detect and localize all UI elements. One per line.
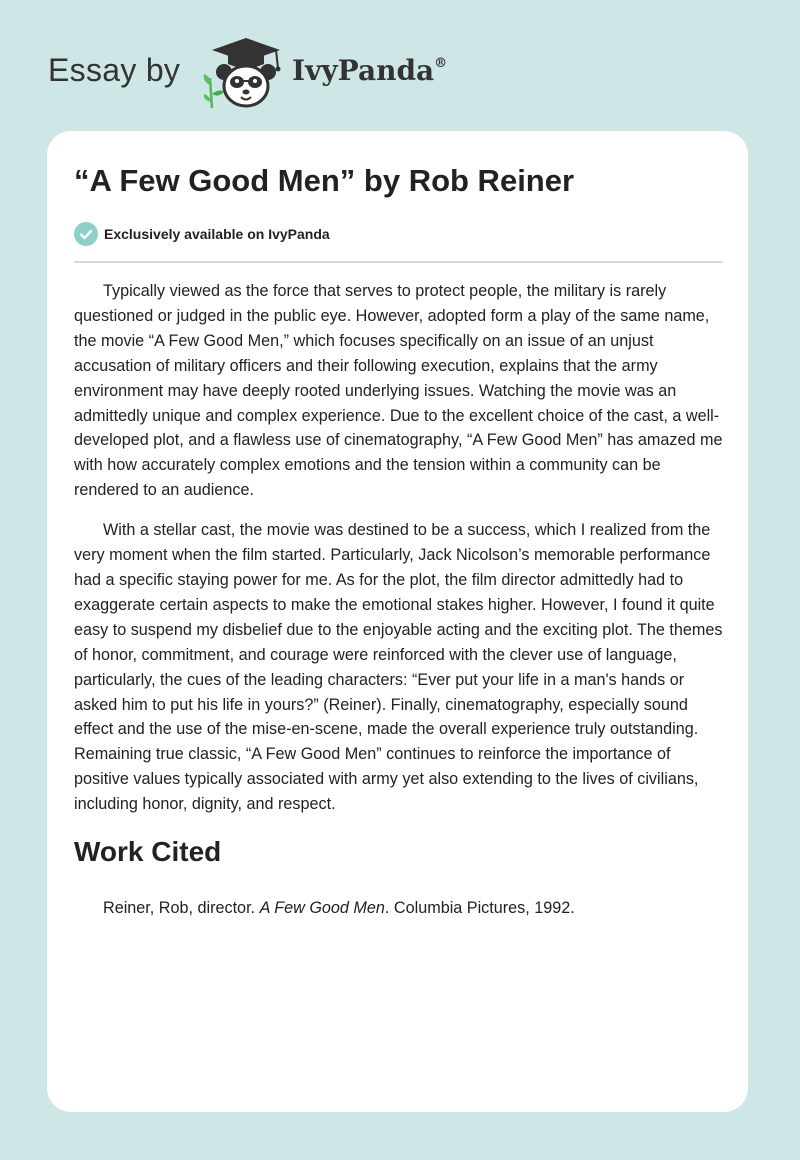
brand-name[interactable]: IvyPanda® bbox=[292, 54, 448, 87]
check-circle-icon bbox=[74, 222, 98, 246]
works-cited-heading: Work Cited bbox=[74, 836, 222, 868]
site-header bbox=[48, 34, 508, 110]
panda-logo-icon[interactable] bbox=[200, 34, 290, 110]
essay-title: “A Few Good Men” by Rob Reiner bbox=[74, 163, 575, 198]
registered-mark: ® bbox=[434, 56, 448, 71]
paragraph: With a stellar cast, the movie was destined to be a success, which I realized from the very moment when the film started. Particularly, Jack Nicolson’s memorable performance had a specific staying power for me. As for the plot, the film director admittedly had to exaggerate certain aspects to make the emotional stakes higher. However, I found it quite easy to suspend my disbelief due to the enjoyable acting and the exciting plot. The themes of honor, commitment, and courage were reinforced with the clever use of language, particularly, the cues of the leading characters: “Ever put your life in a man's hands or asked him to put his life in yours?” (Reiner). Finally, cinematography, especially sound effect and the use of the mise-en-scene, made the overall experience truly outstanding. Remaining true classic, “A Few Good Men” continues to reinforce the importance of positive values typically associated with army yet also extending to the lives of civilians, including honor, dignity, and respect. bbox=[74, 521, 723, 814]
exclusive-badge bbox=[74, 222, 330, 246]
brand-prefix: Essay by bbox=[48, 52, 181, 88]
essay-body bbox=[74, 279, 726, 921]
exclusive-badge-label: Exclusively available on IvyPanda bbox=[104, 226, 330, 242]
citation-entry bbox=[74, 896, 726, 921]
essay-card bbox=[47, 131, 748, 1112]
citation-prefix: Reiner, Rob, director. bbox=[103, 899, 260, 918]
citation-title: A Few Good Men bbox=[259, 899, 385, 918]
divider bbox=[74, 261, 723, 263]
citation-suffix: . Columbia Pictures, 1992. bbox=[384, 899, 575, 918]
paragraph: Typically viewed as the force that serves to protect people, the military is rarely questioned or judged in the public eye. However, adopted form a play of the same name, the movie “A Few Good Men,” which focuses specifically on an issue of an unjust accusation of military officers and their following execution, explains that the army environment may have deeply rooted underlying issues. Watching the movie was an admittedly unique and complex experience. Due to the excellent choice of the cast, a well-developed plot, and a flawless use of cinematography, “A Few Good Men” has amazed me with how accurately complex emotions and the tension within a community can be rendered to an audience. bbox=[74, 282, 723, 500]
